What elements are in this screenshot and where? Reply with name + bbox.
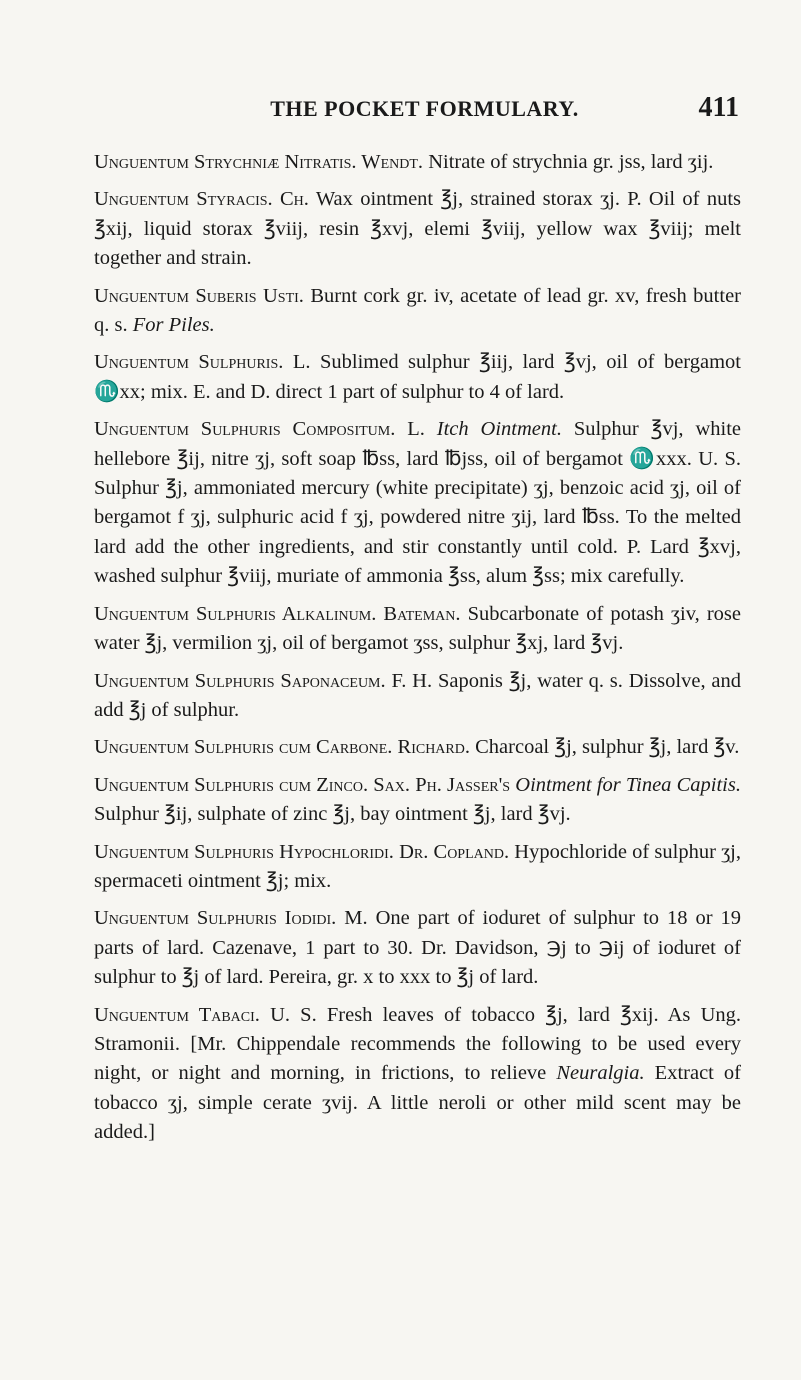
entry-text: Extract of tobacco ʒj, simple cerate ʒvij. A little neroli or other mild scent may be added.]: [94, 1062, 741, 1144]
entry: [94, 415, 741, 591]
entry: [94, 733, 741, 762]
entry-text: Sublimed sulphur ℥iij, lard ℥vj, oil of bergamot ♏xx; mix. E. and D. direct 1 part of sulphur to 4 of lard.: [94, 351, 741, 403]
entry-italic: Ointment for Tinea Capitis.: [510, 773, 741, 796]
entry: [94, 771, 741, 830]
entry-text: Fresh leaves of tobacco ℥j, lard ℥xij. As Ung. Stramonii. [Mr. Chippendale recommends the following to be used every night, or night and morning, in frictions, to relieve: [94, 1003, 741, 1085]
entry-headword: Unguentum Sulphuris cum Zinco. Sax. Ph. Jasser's: [94, 773, 511, 796]
entry-italic: Itch Ointment.: [424, 418, 562, 441]
entry-text: Sulphur ℥vj, white hellebore ℥ij, nitre ʒj, soft soap ℔ss, lard ℔jss, oil of bergamot ♏xxx. U. S. Sulphur ℥j, ammoniated mercury (white precipitate) ʒj, benzoic acid ʒj, oil of bergamot f ʒj, sulphuric acid f ʒj, powdered nitre ʒij, lard ℔ss. To the melted lard add the other ingredients, and stir constantly until cold. P. Lard ℥xvj, washed sulphur ℥viij, muriate of ammonia ℥ss, alum ℥ss; mix carefully.: [94, 418, 741, 588]
entry-text: Saponis ℥j, water q. s. Dissolve, and add ℥j of sulphur.: [94, 669, 742, 721]
entry-headword: Unguentum Sulphuris. L.: [94, 351, 311, 374]
entry-text: Charcoal ℥j, sulphur ℥j, lard ℥v.: [470, 736, 740, 759]
entry: [94, 282, 741, 341]
entry: [94, 904, 741, 992]
entry-headword: Unguentum Sulphuris Iodidi. M.: [94, 907, 368, 930]
entry: [94, 667, 741, 726]
entry-headword: Unguentum Sulphuris Saponaceum. F. H.: [94, 669, 433, 692]
entry-headword: Unguentum Tabaci. U. S.: [94, 1003, 317, 1026]
entry: [94, 348, 741, 407]
entry-italic: Neuralgia.: [556, 1062, 645, 1085]
entry: [94, 600, 741, 659]
entry-text: Burnt cork gr. iv, acetate of lead gr. xv, fresh butter q. s.: [94, 284, 741, 337]
entry-text: Wax ointment ℥j, strained storax ʒj. P. Oil of nuts ℥xij, liquid storax ℥viij, resin ℥xvj, elemi ℥viij, yellow wax ℥viij; melt together and strain.: [94, 188, 741, 270]
entry-text: Hypochloride of sulphur ʒj, spermaceti ointment ℥j; mix.: [94, 840, 741, 892]
entry-text: Nitrate of strychnia gr. jss, lard ʒij.: [423, 151, 714, 173]
entry-headword: Unguentum Sulphuris Hypochloridi. Dr. Copland.: [94, 840, 510, 863]
entry-text: Sulphur ℥ij, sulphate of zinc ℥j, bay ointment ℥j, lard ℥vj.: [94, 803, 571, 826]
entry: [94, 838, 741, 897]
entry-text: Subcarbonate of potash ʒiv, rose water ℥j, vermilion ʒj, oil of bergamot ʒss, sulphur ℥xj, lard ℥vj.: [94, 602, 741, 655]
entry: [94, 148, 741, 177]
entry-headword: Unguentum Sulphuris Alkalinum. Bateman.: [94, 602, 461, 625]
entry-headword: Unguentum Strychniæ Nitratis. Wendt.: [94, 151, 424, 173]
entry-headword: Unguentum Styracis. Ch.: [94, 188, 309, 211]
entry-headword: Unguentum Sulphuris cum Carbone. Richard.: [94, 736, 470, 759]
formulary-body: [94, 148, 741, 1156]
running-header: [110, 92, 739, 128]
entry: [94, 185, 741, 273]
entry-text: One part of ioduret of sulphur to 18 or 19 parts of lard. Cazenave, 1 part to 30. Dr. Davidson, ℈j to ℈ij of ioduret of sulphur to ℥j of lard. Pereira, gr. x to xxx to ℥j of lard.: [94, 907, 741, 989]
entry-headword: Unguentum Sulphuris Compositum. L.: [94, 418, 425, 441]
running-title: THE POCKET FORMULARY.: [270, 96, 579, 121]
entry-italic: For Piles.: [132, 314, 215, 337]
entry-headword: Unguentum Suberis Usti.: [94, 284, 304, 307]
page-number: 411: [698, 92, 739, 123]
entry: [94, 1001, 741, 1148]
